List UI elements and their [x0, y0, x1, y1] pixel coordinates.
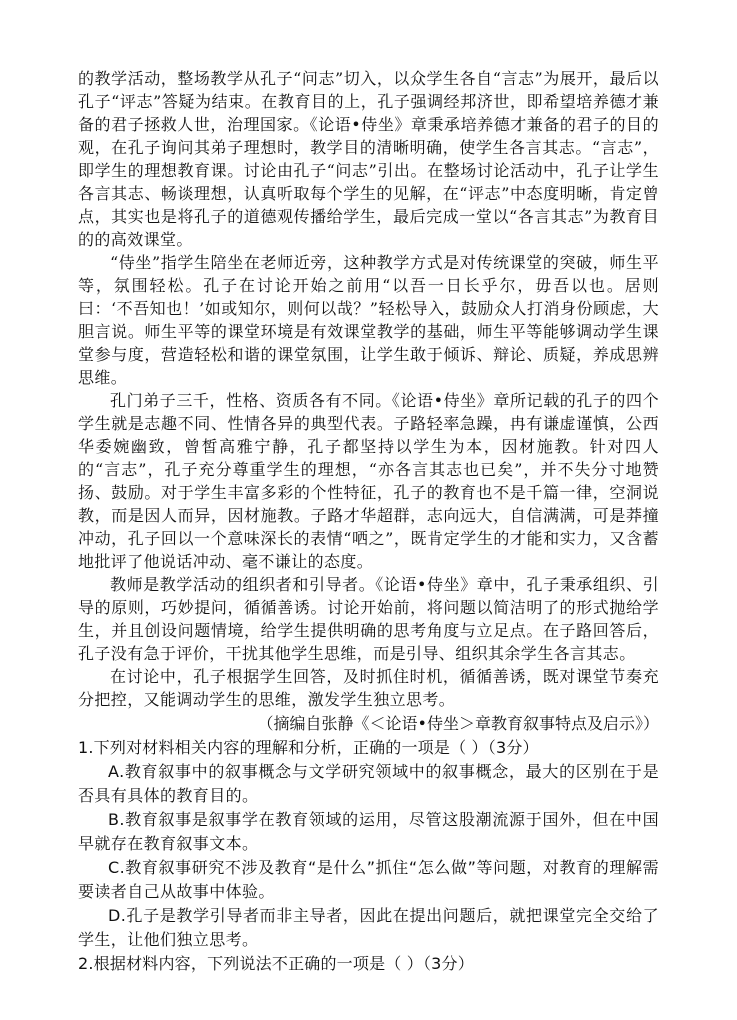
question-1-option-c: C.教育叙事研究不涉及教育“是什么”抓住“怎么做”等问题，对教育的理解需要读者自己从故事中体验。 [78, 858, 659, 901]
passage-paragraph-5: 在讨论中，孔子根据学生回答，及时抓住时机，循循善诱，既对课堂节奏充分把控，又能调动学生的思维，激发学生独立思考。 [78, 667, 659, 709]
passage-source: （摘编自张静《＜论语•侍坐＞章教育叙事特点及启示》） [257, 714, 659, 733]
passage-paragraph-1: 的教学活动，整场教学从孔子“问志”切入，以众学生各自“言志”为展开，最后以孔子“评志”答疑为结束。在教育目的上，孔子强调经邦济世，即希望培养德才兼备的君子拯救人世，治理国家。《论语•侍坐》章秉承培养德才兼备的君子的目的观，在孔子询问其弟子理想时，教学目的清晰明确，使学生各言其志。“言志”，即学生的理想教育课。讨论由孔子“问志”引出。在整场讨论活动中，孔子让学生各言其志、畅谈理想，认真听取每个学生的见解，在“评志”中态度明晰，肯定曾点，其实也是将孔子的道德观传播给学生，最后完成一堂以“各言其志”为教育目的的高效课堂。 [78, 69, 659, 249]
passage-paragraph-4: 教师是教学活动的组织者和引导者。《论语•侍坐》章中，孔子秉承组织、引导的原则，巧妙提问，循循善诱。讨论开始前，将问题以简洁明了的形式抛给学生，并且创设问题情境，给学生提供明确的思考角度与立足点。在子路回答后，孔子没有急于评价，干扰其他学生思维，而是引导、组织其余学生各言其志。 [78, 575, 659, 663]
passage-paragraph-2: “侍坐”指学生陪坐在老师近旁，这种教学方式是对传统课堂的突破，师生平等，氛围轻松。孔子在讨论开始之前用“以吾一日长乎尔，毋吾以也。居则曰：‘不吾知也！’如或知尔，则何以哉？”轻松导入，鼓励众人打消身份顾虑，大胆言说。师生平等的课堂环境是有效课堂教学的基础，师生平等能够调动学生课堂参与度，营造轻松和谐的课堂氛围，让学生敢于倾诉、辩论、质疑，养成思辨思维。 [78, 253, 659, 387]
question-1-stem: 1.下列对材料相关内容的理解和分析，正确的一项是（ ）（3分） [78, 738, 539, 757]
question-2-stem: 2.根据材料内容，下列说法不正确的一项是（ ）（3分） [78, 954, 474, 973]
question-1-option-a: A.教育叙事中的叙事概念与文学研究领域中的叙事概念，最大的区别在于是否具有具体的教育目的。 [78, 762, 659, 805]
question-1-option-d: D.孔子是教学引导者而非主导者，因此在提出问题后，就把课堂完全交给了学生，让他们独立思考。 [78, 906, 659, 949]
question-1-option-b: B.教育叙事是叙事学在教育领域的运用，尽管这股潮流源于国外，但在中国早就存在教育叙事文本。 [78, 810, 659, 853]
passage-paragraph-3: 孔门弟子三千，性格、资质各有不同。《论语•侍坐》章所记载的孔子的四个学生就是志趣不同、性情各异的典型代表。子路轻率急躁，冉有谦虚谨慎，公西华委婉幽致，曾皙高雅宁静，孔子都坚持以学生为本，因材施教。针对四人的“言志”，孔子充分尊重学生的理想，“亦各言其志也已矣”，并不失分寸地赞扬、鼓励。对于学生丰富多彩的个性特征，孔子的教育也不是千篇一律，空洞说教，而是因人而异，因材施教。子路才华超群，志向远大，自信满满，可是莽撞冲动，孔子回以一个意味深长的表情“哂之”，既肯定学生的才能和实力，又含蓄地批评了他说话冲动、毫不谦让的态度。 [78, 391, 659, 571]
